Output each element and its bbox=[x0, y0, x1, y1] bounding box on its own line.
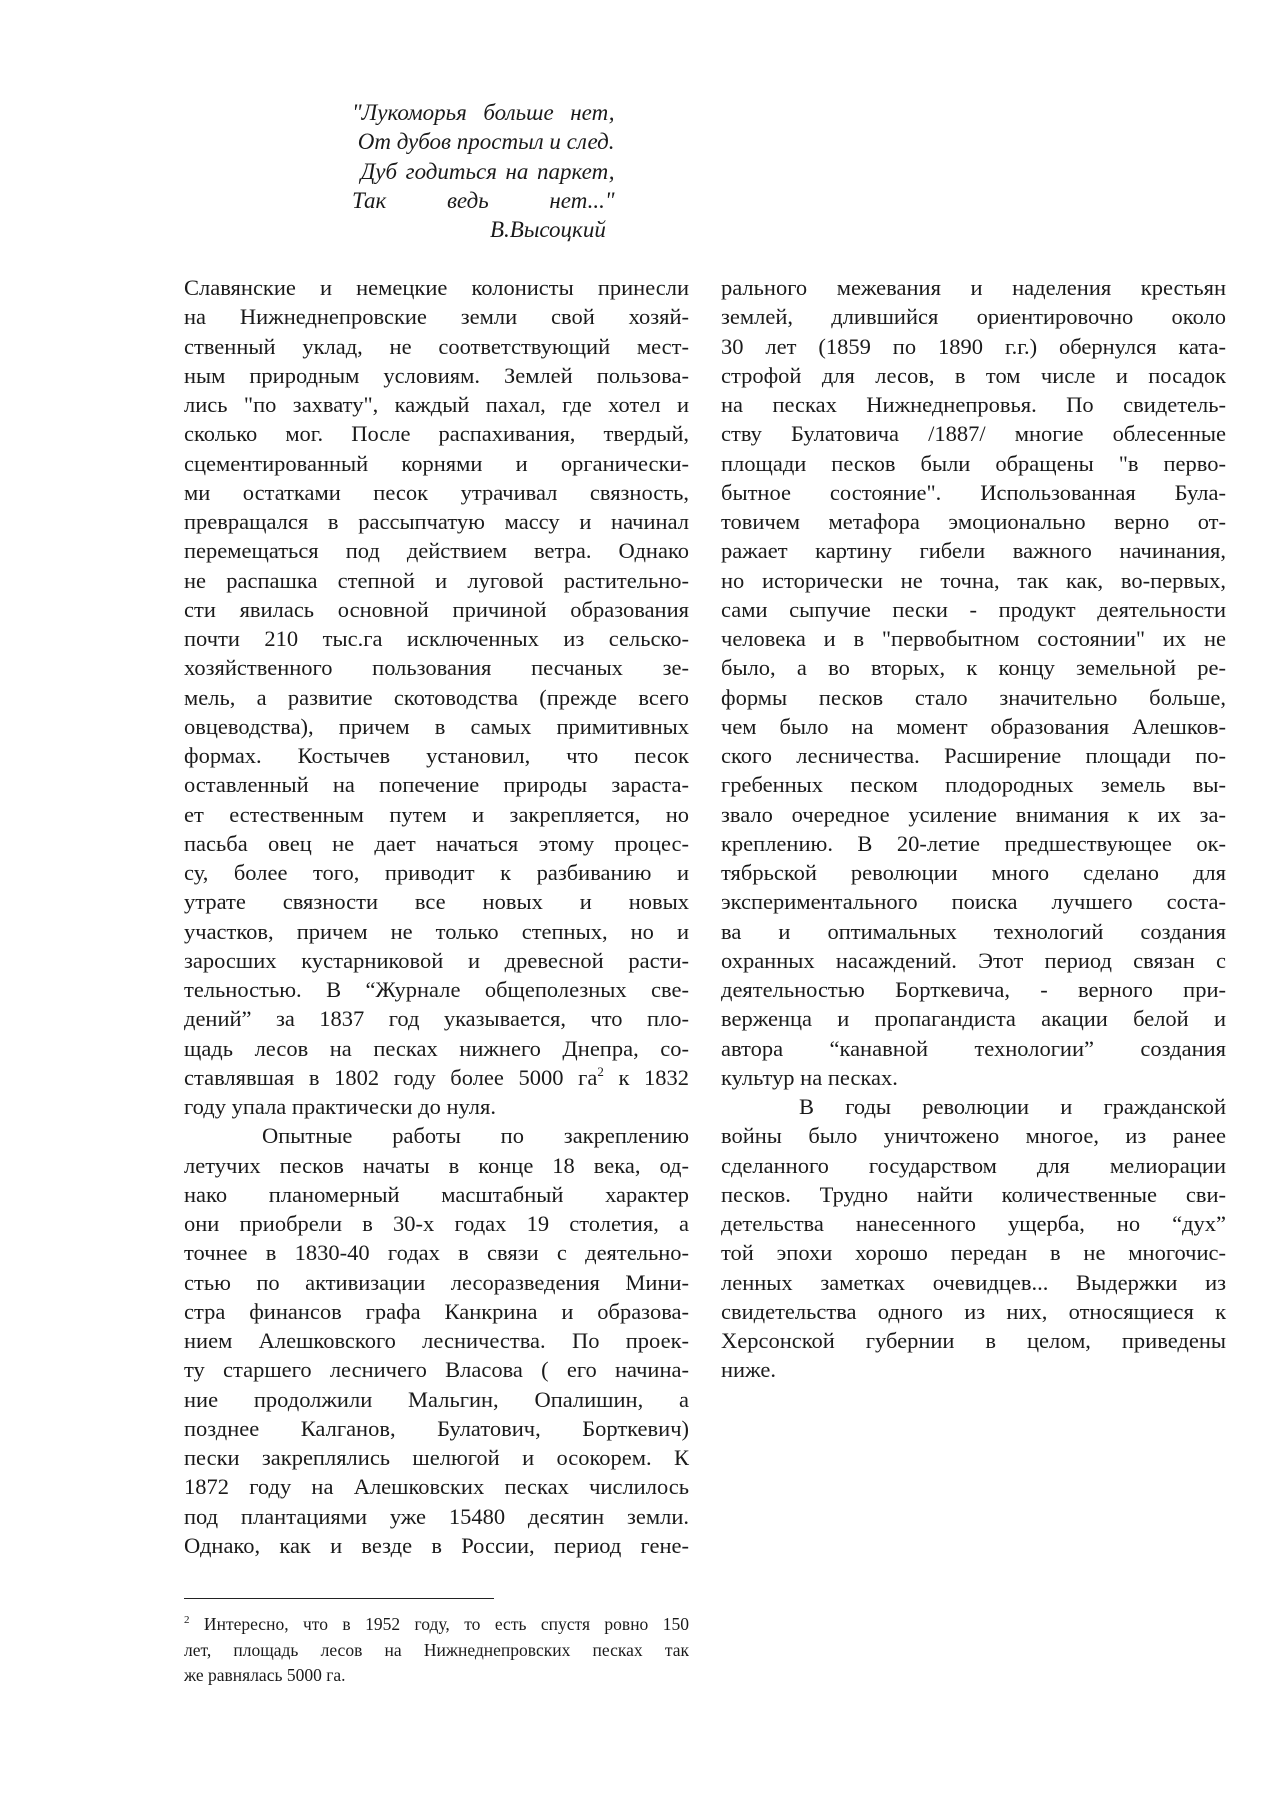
text-line: сцементированный корнями и органически- bbox=[184, 450, 689, 476]
text-line: Славянские и немецкие колонисты принесли bbox=[184, 275, 689, 300]
paragraph-start-line: Опытные работы по закреплению bbox=[262, 1123, 689, 1149]
text-line: верженца и пропагандиста акации белой и bbox=[721, 1006, 1226, 1032]
footnote-line bbox=[184, 1612, 689, 1638]
text-line: дений” за 1837 год указывается, что пло- bbox=[184, 1006, 689, 1032]
text-line: су, более того, приводит к разбиванию и bbox=[184, 860, 689, 885]
text-line: деятельностью Борткевича, - верного при- bbox=[721, 977, 1226, 1002]
text-line: ленных заметках очевидцев... Выдержки из bbox=[721, 1269, 1226, 1295]
text-line: сколько мог. После распахивания, твердый, bbox=[184, 421, 689, 447]
text-line: не распашка степной и луговой растительно- bbox=[184, 567, 689, 593]
epigraph-line: От дубов простыл и след. bbox=[352, 129, 615, 155]
text-line: на песках Нижнеднепровья. По свидетель- bbox=[721, 392, 1226, 417]
text-segment: ставлявшая в 1802 году более 5000 га bbox=[184, 1064, 598, 1090]
text-line: позднее Калганов, Булатович, Борткевич) bbox=[184, 1415, 689, 1441]
epigraph-line: Дуб годиться на паркет, bbox=[352, 158, 615, 184]
footnote-text: Интересно, что в 1952 году, то есть спустя ровно 150 bbox=[189, 1614, 689, 1634]
footnote-reference[interactable]: 2 bbox=[597, 1063, 604, 1079]
footnote-line: лет, площадь лесов на Нижнеднепровских песках так bbox=[184, 1639, 689, 1660]
text-line: 1872 году на Алешковских песках числилось bbox=[184, 1474, 689, 1500]
text-line: песков. Трудно найти количественные сви- bbox=[721, 1181, 1226, 1207]
text-line-with-footnote bbox=[184, 1063, 689, 1092]
text-line: ского лесничества. Расширение площади по- bbox=[721, 743, 1226, 768]
text-line: товичем метафора эмоционально верно от- bbox=[721, 509, 1226, 534]
text-line: сделанного государством для мелиорации bbox=[721, 1152, 1226, 1178]
text-line: свидетельства одного из них, относящиеся к bbox=[721, 1298, 1226, 1324]
text-line: нако планомерный масштабный характер bbox=[184, 1181, 689, 1207]
text-line: под плантациями уже 15480 десятин земли. bbox=[184, 1503, 689, 1529]
text-line: овцеводства), причем в самых примитивных bbox=[184, 713, 689, 739]
text-line: человека и в "первобытном состоянии" их не bbox=[721, 626, 1226, 651]
text-line: тябрьской революции много сделано для bbox=[721, 860, 1226, 885]
text-line: лись "по захвату", каждый пахал, где хотел и bbox=[184, 392, 689, 417]
text-line: войны было уничтожено многое, из ранее bbox=[721, 1123, 1226, 1149]
text-line: ству Булатовича /1887/ многие облесенные bbox=[721, 421, 1226, 447]
text-line: превращался в рассыпчатую массу и начинал bbox=[184, 509, 689, 534]
text-line: ва и оптимальных технологий создания bbox=[721, 918, 1226, 944]
text-line: землей, длившийся ориентировочно около bbox=[721, 304, 1226, 330]
footnote-line: же равнялась 5000 га. bbox=[184, 1665, 346, 1685]
text-line: ственный уклад, не соответствующий мест- bbox=[184, 333, 689, 359]
text-line: Херсонской губернии в целом, приведены bbox=[721, 1328, 1226, 1353]
text-line: ние продолжили Мальгин, Опалишин, а bbox=[184, 1386, 689, 1412]
paragraph-end-line: культур на песках. bbox=[721, 1064, 898, 1090]
text-line: охранных насаждений. Этот период связан с bbox=[721, 947, 1226, 973]
text-line: ражает картину гибели важного начинания, bbox=[721, 538, 1226, 564]
text-line: бытное состояние". Использованная Була- bbox=[721, 479, 1226, 505]
footnote-separator bbox=[184, 1598, 494, 1599]
text-line: мель, а развитие скотоводства (прежде всего bbox=[184, 684, 689, 710]
text-line: пасьба овец не дает начаться этому процес- bbox=[184, 830, 689, 856]
text-line: 30 лет (1859 по 1890 г.г.) обернулся ката- bbox=[721, 333, 1226, 359]
text-line: на Нижнеднепровские земли свой хозяй- bbox=[184, 304, 689, 330]
text-line: точнее в 1830-40 годах в связи с деятельно- bbox=[184, 1240, 689, 1266]
text-line: экспериментального поиска лучшего соста- bbox=[721, 889, 1226, 915]
text-line: детельства нанесенного ущерба, но “дух” bbox=[721, 1211, 1226, 1236]
epigraph-author: В.Высоцкий bbox=[490, 217, 606, 242]
right-column bbox=[721, 273, 1226, 1385]
text-line: утрате связности все новых и новых bbox=[184, 889, 689, 915]
text-line: чем было на момент образования Алешков- bbox=[721, 713, 1226, 739]
text-line: площади песков были обращены "в перво- bbox=[721, 450, 1226, 476]
left-column bbox=[184, 273, 689, 1560]
text-line: перемещаться под действием ветра. Однако bbox=[184, 538, 689, 564]
text-line: стра финансов графа Канкрина и образова- bbox=[184, 1298, 689, 1324]
footnote bbox=[184, 1612, 689, 1689]
text-line: Однако, как и везде в России, период гене- bbox=[184, 1532, 689, 1558]
text-line: гребенных песком плодородных земель вы- bbox=[721, 772, 1226, 798]
text-line: хозяйственного пользования песчаных зе- bbox=[184, 655, 689, 681]
text-line: той эпохи хорошо передан в не многочис- bbox=[721, 1240, 1226, 1266]
epigraph bbox=[352, 98, 615, 245]
text-line: строфой для лесов, в том числе и посадок bbox=[721, 362, 1226, 388]
text-line: ет естественным путем и закрепляется, но bbox=[184, 801, 689, 827]
text-line: ми остатками песок утрачивал связность, bbox=[184, 479, 689, 505]
text-line: участков, причем не только степных, но и bbox=[184, 918, 689, 944]
text-line: ным природным условиям. Землей пользова- bbox=[184, 362, 689, 388]
paragraph-end-line: ниже. bbox=[721, 1357, 776, 1383]
text-line: но исторически не точна, так как, во-первых, bbox=[721, 567, 1226, 593]
text-line: формы песков стало значительно больше, bbox=[721, 684, 1226, 710]
text-line: автора “канавной технологии” создания bbox=[721, 1035, 1226, 1061]
text-segment: к 1832 bbox=[603, 1064, 689, 1090]
text-line: креплению. В 20-летие предшествующее ок- bbox=[721, 830, 1226, 856]
paragraph-start-line: В годы революции и гражданской bbox=[799, 1094, 1226, 1119]
text-line: заросших кустарниковой и древесной расти- bbox=[184, 947, 689, 973]
text-line: почти 210 тыс.га исключенных из сельско- bbox=[184, 626, 689, 651]
text-line: щадь лесов на песках нижнего Днепра, со- bbox=[184, 1035, 689, 1061]
text-line: тельностью. В “Журнале общеполезных све- bbox=[184, 977, 689, 1002]
text-line: пески закреплялись шелюгой и осокорем. К bbox=[184, 1445, 689, 1470]
text-line: звало очередное усиление внимания к их за- bbox=[721, 801, 1226, 827]
text-line: рального межевания и наделения крестьян bbox=[721, 275, 1226, 300]
epigraph-line: Так ведь нет..." bbox=[352, 187, 615, 213]
text-line: нием Алешковского лесничества. По проек- bbox=[184, 1328, 689, 1353]
text-line: сти явилась основной причиной образования bbox=[184, 596, 689, 622]
text-line: оставленный на попечение природы зараста- bbox=[184, 772, 689, 798]
paragraph-end-line: году упала практически до нуля. bbox=[184, 1094, 496, 1119]
text-line: они приобрели в 30-х годах 19 столетия, а bbox=[184, 1211, 689, 1236]
footnote-number: 2 bbox=[184, 1614, 190, 1626]
text-line: сами сыпучие пески - продукт деятельности bbox=[721, 596, 1226, 622]
text-line: летучих песков начаты в конце 18 века, од- bbox=[184, 1152, 689, 1178]
text-line: формах. Костычев установил, что песок bbox=[184, 743, 689, 768]
epigraph-line: "Лукоморья больше нет, bbox=[352, 100, 615, 125]
text-line: стью по активизации лесоразведения Мини- bbox=[184, 1269, 689, 1295]
text-line: ту старшего лесничего Власова ( его начина- bbox=[184, 1357, 689, 1383]
text-line: было, а во вторых, к концу земельной ре- bbox=[721, 655, 1226, 681]
